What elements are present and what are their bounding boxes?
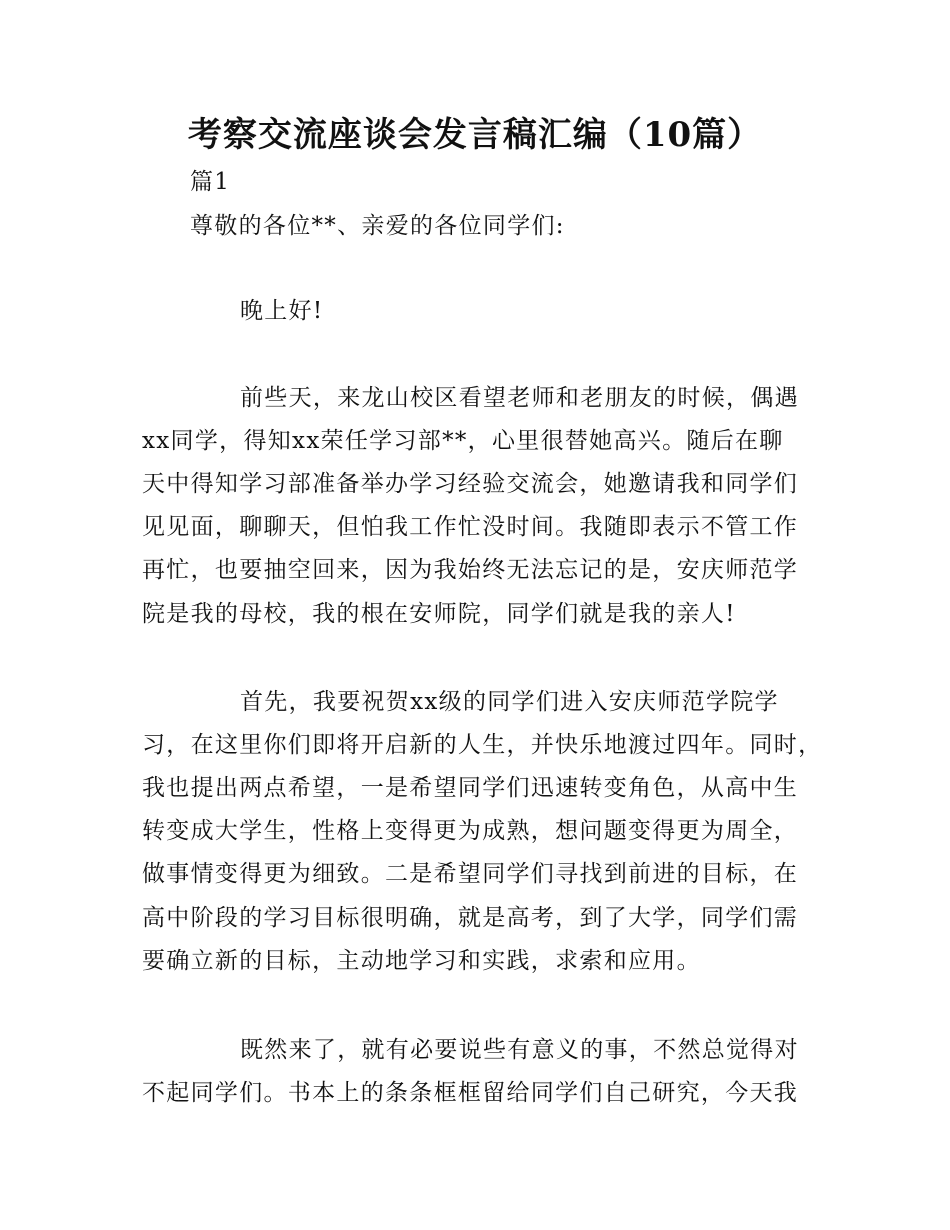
section-label: 篇1: [190, 169, 231, 195]
paragraph-2-line-4: 转变成大学生，性格上变得更为成熟，想问题变得更为周全，: [142, 818, 799, 844]
paragraph-3-line-2: 不起同学们。书本上的条条框框留给同学们自己研究，今天我: [142, 1080, 799, 1106]
salutation: 尊敬的各位**、亲爱的各位同学们:: [190, 213, 565, 239]
paragraph-1-line-4: 见见面，聊聊天，但怕我工作忙没时间。我随即表示不管工作: [142, 514, 799, 540]
paragraph-1-line-3: 天中得知学习部准备举办学习经验交流会，她邀请我和同学们: [142, 471, 799, 497]
paragraph-3-line-1: 既然来了，就有必要说些有意义的事，不然总觉得对: [240, 1037, 799, 1063]
paragraph-2-line-2: 习，在这里你们即将开启新的人生，并快乐地渡过四年。同时，: [142, 732, 823, 758]
paragraph-1-line-5: 再忙，也要抽空回来，因为我始终无法忘记的是，安庆师范学: [142, 557, 799, 583]
greeting: 晚上好!: [240, 298, 324, 324]
paragraph-2-line-3: 我也提出两点希望，一是希望同学们迅速转变角色，从高中生: [142, 775, 799, 801]
paragraph-2-line-5: 做事情变得更为细致。二是希望同学们寻找到前进的目标，在: [142, 861, 799, 887]
paragraph-2-line-1: 首先，我要祝贺xx级的同学们进入安庆师范学院学: [240, 689, 779, 715]
paragraph-1-line-6: 院是我的母校，我的根在安师院，同学们就是我的亲人!: [142, 601, 736, 627]
document-title: 考察交流座谈会发言稿汇编（10篇）: [187, 115, 763, 155]
paragraph-1-line-1: 前些天，来龙山校区看望老师和老朋友的时候，偶遇: [240, 385, 799, 411]
paragraph-2-line-7: 要确立新的目标，主动地学习和实践，求索和应用。: [142, 948, 701, 974]
paragraph-2-line-6: 高中阶段的学习目标很明确，就是高考，到了大学，同学们需: [142, 905, 799, 931]
paragraph-1-line-2: xx同学，得知xx荣任学习部**，心里很替她高兴。随后在聊: [142, 428, 784, 454]
